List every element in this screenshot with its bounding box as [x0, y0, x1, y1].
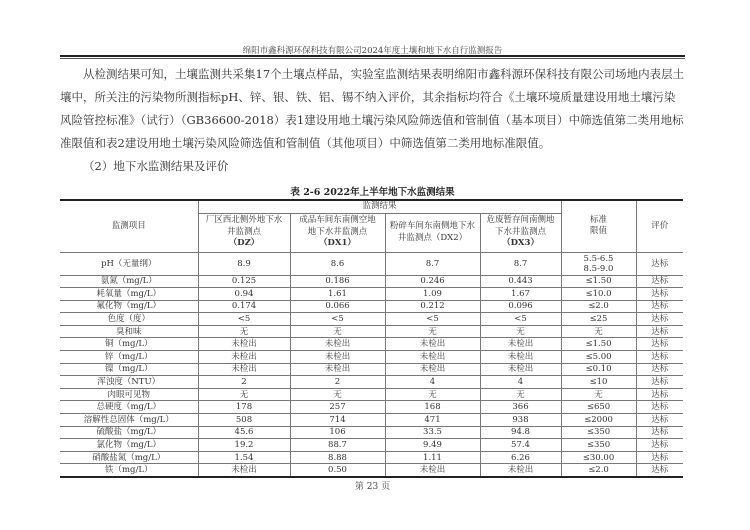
cell-item: 总硬度（mg/L） — [60, 401, 198, 414]
cell-dz: 178 — [198, 401, 290, 414]
header-point-dx1: 成品车间东南侧空地地下水井监测点 （DX1） — [290, 213, 385, 252]
cell-item: 铜（mg/L） — [60, 338, 198, 351]
cell-dx3: 6.26 — [480, 451, 561, 464]
cell-item: 氯化物（mg/L） — [60, 439, 198, 452]
cell-item: 氨氮（mg/L） — [60, 275, 198, 288]
cell-limit: ≤1.50 — [561, 275, 636, 288]
cell-dx2: 4 — [385, 376, 480, 389]
cell-evaluation: 达标 — [636, 313, 683, 326]
cell-dx2: 未检出 — [385, 338, 480, 351]
cell-dx1: 无 — [290, 325, 385, 338]
cell-dx2: 0.212 — [385, 300, 480, 313]
cell-dx3: 未检出 — [480, 351, 561, 364]
table-row — [60, 325, 683, 338]
cell-dx2: 无 — [385, 388, 480, 401]
cell-dx1: <5 — [290, 313, 385, 326]
cell-evaluation: 达标 — [636, 376, 683, 389]
cell-dx1: 88.7 — [290, 439, 385, 452]
cell-dx1: 8.88 — [290, 451, 385, 464]
cell-item: 溶解性总固体（mg/L） — [60, 414, 198, 427]
cell-limit: ≤2.0 — [561, 464, 636, 477]
cell-dx3: 无 — [480, 388, 561, 401]
cell-dx2: 1.09 — [385, 288, 480, 301]
cell-dz: 8.9 — [198, 252, 290, 275]
table-row — [60, 451, 683, 464]
cell-dz: 0.174 — [198, 300, 290, 313]
cell-item: pH（无量纲） — [60, 252, 198, 275]
cell-limit: 无 — [561, 388, 636, 401]
cell-dx3: 未检出 — [480, 363, 561, 376]
cell-dx2: 33.5 — [385, 426, 480, 439]
table-row — [60, 363, 683, 376]
table-row — [60, 376, 683, 389]
cell-item: 耗氧量（mg/L） — [60, 288, 198, 301]
cell-dx3: 366 — [480, 401, 561, 414]
cell-dz: 无 — [198, 325, 290, 338]
table-row — [60, 275, 683, 288]
cell-dz: 无 — [198, 388, 290, 401]
cell-item: 臭和味 — [60, 325, 198, 338]
header-rule — [60, 55, 685, 59]
cell-evaluation: 达标 — [636, 351, 683, 364]
header-limit: 标准限值 — [561, 200, 636, 252]
cell-evaluation: 达标 — [636, 439, 683, 452]
cell-dz: 45.6 — [198, 426, 290, 439]
cell-evaluation: 达标 — [636, 414, 683, 427]
cell-limit: ≤25 — [561, 313, 636, 326]
cell-dx1: 2 — [290, 376, 385, 389]
cell-dx1: 未检出 — [290, 338, 385, 351]
table-row — [60, 439, 683, 452]
cell-item: 肉眼可见物 — [60, 388, 198, 401]
cell-evaluation: 达标 — [636, 464, 683, 477]
header-point-dz: 厂区西北侧外地下水井监测点 （DZ） — [198, 213, 290, 252]
cell-dz: 0.125 — [198, 275, 290, 288]
cell-dx3: 94.8 — [480, 426, 561, 439]
cell-limit: ≤0.10 — [561, 363, 636, 376]
page-header: 绵阳市鑫科源环保科技有限公司2024年度土壤和地下水自行监测报告 — [242, 46, 503, 56]
header-item: 监测项目 — [60, 200, 198, 252]
table-row — [60, 351, 683, 364]
cell-dx1: 0.186 — [290, 275, 385, 288]
cell-evaluation: 达标 — [636, 275, 683, 288]
cell-dx2: 未检出 — [385, 351, 480, 364]
cell-limit — [561, 252, 636, 275]
header-point-dx2: 粉碎车间东南侧地下水井监测点（DX2） — [385, 213, 480, 252]
cell-dx3: 未检出 — [480, 338, 561, 351]
table-row — [60, 288, 683, 301]
cell-dx2: 未检出 — [385, 363, 480, 376]
cell-limit: ≤10.0 — [561, 288, 636, 301]
groundwater-results-table — [60, 199, 683, 478]
cell-item: 镍（mg/L） — [60, 363, 198, 376]
cell-dx3: 57.4 — [480, 439, 561, 452]
cell-evaluation: 达标 — [636, 252, 683, 275]
cell-limit: ≤2000 — [561, 414, 636, 427]
cell-evaluation: 达标 — [636, 401, 683, 414]
limit-line: 5.5-6.5 — [583, 253, 614, 264]
page-number: 第 23 页 — [354, 482, 391, 492]
table-row — [60, 252, 683, 275]
cell-item: 色度（度） — [60, 313, 198, 326]
cell-dx1: 257 — [290, 401, 385, 414]
cell-dx2: <5 — [385, 313, 480, 326]
cell-limit: ≤10 — [561, 376, 636, 389]
cell-dz: 508 — [198, 414, 290, 427]
header-results-group: 监测结果 — [198, 200, 561, 213]
cell-dx3: 938 — [480, 414, 561, 427]
header-point-dx3: 危废暂存间南侧地下水井监测点 （DX3） — [480, 213, 561, 252]
cell-limit: ≤2.0 — [561, 300, 636, 313]
cell-dz: 19.2 — [198, 439, 290, 452]
cell-evaluation: 达标 — [636, 363, 683, 376]
cell-evaluation: 达标 — [636, 451, 683, 464]
cell-dx2: 无 — [385, 325, 480, 338]
cell-dz: 未检出 — [198, 351, 290, 364]
cell-dx1: 无 — [290, 388, 385, 401]
cell-item: 硫酸盐（mg/L） — [60, 426, 198, 439]
table-row — [60, 338, 683, 351]
cell-dx3: 无 — [480, 325, 561, 338]
cell-dx1: 8.6 — [290, 252, 385, 275]
cell-dx2: 1.11 — [385, 451, 480, 464]
table-caption: 表 2-6 2022年上半年地下水监测结果 — [290, 187, 455, 198]
cell-dz: 1.54 — [198, 451, 290, 464]
cell-dx3: 0.096 — [480, 300, 561, 313]
cell-dx1: 未检出 — [290, 351, 385, 364]
cell-evaluation: 达标 — [636, 338, 683, 351]
cell-limit: ≤5.00 — [561, 351, 636, 364]
cell-dx3: 0.443 — [480, 275, 561, 288]
cell-dx1: 未检出 — [290, 363, 385, 376]
table-row — [60, 313, 683, 326]
cell-evaluation: 达标 — [636, 426, 683, 439]
table-row — [60, 300, 683, 313]
cell-evaluation: 达标 — [636, 288, 683, 301]
cell-dz: 0.94 — [198, 288, 290, 301]
cell-dx3: 8.7 — [480, 252, 561, 275]
cell-dx1: 0.50 — [290, 464, 385, 477]
cell-dz: 2 — [198, 376, 290, 389]
cell-evaluation: 达标 — [636, 388, 683, 401]
cell-item: 氟化物（mg/L） — [60, 300, 198, 313]
cell-dx3: 1.67 — [480, 288, 561, 301]
cell-dx1: 1.61 — [290, 288, 385, 301]
table-row — [60, 388, 683, 401]
cell-limit: ≤350 — [561, 439, 636, 452]
table-row — [60, 464, 683, 477]
cell-item: 硝酸盐氮（mg/L） — [60, 451, 198, 464]
cell-item: 锌（mg/L） — [60, 351, 198, 364]
cell-evaluation: 达标 — [636, 325, 683, 338]
cell-dx1: 0.066 — [290, 300, 385, 313]
cell-limit: 无 — [561, 325, 636, 338]
cell-limit: ≤350 — [561, 426, 636, 439]
section-subheading: （2）地下水监测结果及评价 — [83, 159, 229, 173]
cell-dx2: 8.7 — [385, 252, 480, 275]
cell-dx1: 106 — [290, 426, 385, 439]
cell-limit: ≤1.50 — [561, 338, 636, 351]
cell-dz: <5 — [198, 313, 290, 326]
cell-evaluation: 达标 — [636, 300, 683, 313]
cell-dx3: 未检出 — [480, 464, 561, 477]
cell-limit: ≤650 — [561, 401, 636, 414]
cell-dz: 未检出 — [198, 338, 290, 351]
table-row — [60, 414, 683, 427]
cell-dz: 未检出 — [198, 363, 290, 376]
limit-line: 8.5-9.0 — [583, 263, 614, 274]
body-paragraph: 从检测结果可知，土壤监测共采集17个土壤点样品，实验室监测结果表明绵阳市鑫科源环保科技有限公司场地内表层土壤中，所关注的污染物所测指标pH、锌、银、铁、铝、锡不纳入评价，其余指标均符合《土壤环境质量建设用地土壤污染风险管控标准》（试行）（GB36600-2018）表1建设用地土壤污染风险筛选值和管制值（基本项目）中筛选值第二类用地标准限值和表2建设用地土壤污染风险筛选值和管制值（其他项目）中筛选值第二类用地标准限值。 — [60, 67, 685, 150]
cell-limit: ≤30.00 — [561, 451, 636, 464]
table-row — [60, 401, 683, 414]
cell-dx2: 471 — [385, 414, 480, 427]
cell-dx2: 未检出 — [385, 464, 480, 477]
cell-dx2: 9.49 — [385, 439, 480, 452]
cell-dx2: 168 — [385, 401, 480, 414]
cell-dx2: 0.246 — [385, 275, 480, 288]
cell-item: 浑浊度（NTU） — [60, 376, 198, 389]
header-evaluation: 评价 — [636, 200, 683, 252]
cell-dz: 未检出 — [198, 464, 290, 477]
cell-dx3: <5 — [480, 313, 561, 326]
cell-item: 铁（mg/L） — [60, 464, 198, 477]
cell-dx1: 714 — [290, 414, 385, 427]
cell-dx3: 4 — [480, 376, 561, 389]
table-row — [60, 426, 683, 439]
